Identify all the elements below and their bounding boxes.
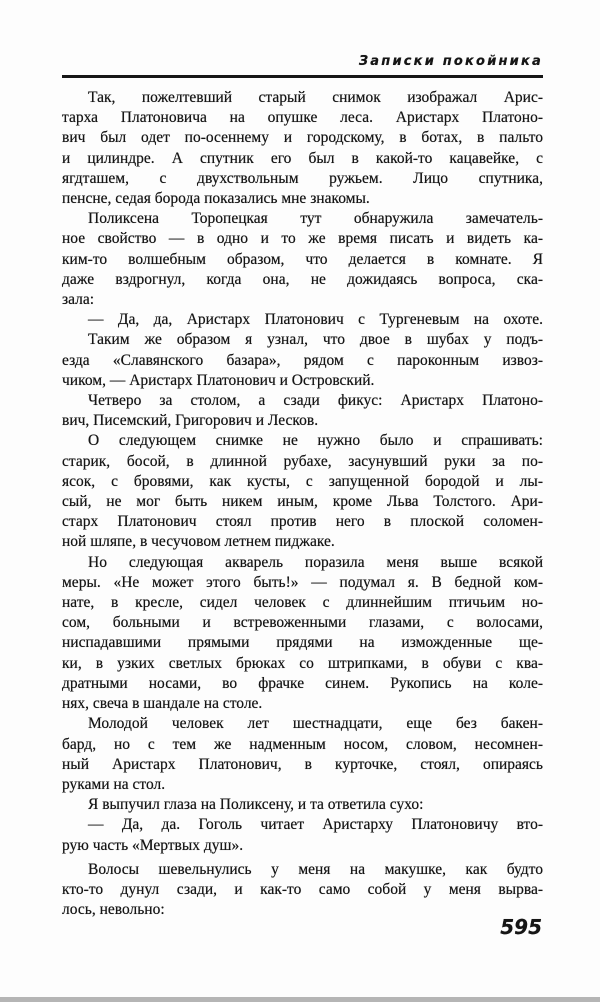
paragraph [62,209,543,310]
paragraph [62,431,543,552]
text-line: О следующем снимке не нужно было и спрашивать: [88,432,543,450]
text-line: старик, босой, в длинной рубахе, засунувший руки за по- [62,452,543,470]
header-rule [62,75,543,78]
text-line: — Да, да. Гоголь читает Аристарху Платоновичу вто- [88,816,543,834]
text-line: Так, пожелтевший старый снимок изображал Арис- [88,89,543,106]
text-line: сом, больными и встревоженными глазами, с волосами, [62,614,543,632]
text-line: Поликсена Торопецкая тут обнаружила замечатель- [88,210,543,228]
text-line: зала: [62,291,95,309]
text-line: сый, не мог быть никем иным, кроме Льва Толстого. Ари- [62,493,543,511]
text-line: Но следующая акварель поразила меня выше всякой [88,553,543,571]
page-number: 595 [500,915,542,939]
text-line: езда «Славянского базара», рядом с пароконным извоз- [62,351,543,369]
text-line: ной шляпе, в чесучовом летнем пиджаке. [62,533,335,551]
text-line: лось, невольно: [62,901,165,919]
text-line: Я выпучил глаза на Поликсену, и та ответила сухо: [88,796,424,814]
text-line: рую часть «Мертвых душ». [62,836,244,854]
paragraph [62,310,543,330]
text-line: бард, но с тем же надменным носом, словом, несомнен- [62,735,543,753]
text-line: руками на стол. [62,775,166,793]
running-head: Записки покойника [358,54,543,69]
text-line: кто-то дунул сзади, и как-то само собой у меня вырва- [62,880,543,898]
text-line: меры. «Не может этого быть!» — подумал я. В бедной ком- [62,573,543,591]
text-line: нате, в кресле, сидел человек с длиннейшим птичьим но- [62,594,543,612]
paragraph [62,330,543,391]
paragraph [62,860,543,921]
text-line: и цилиндре. А спутник его был в какой-то кацавейке, с [62,149,543,167]
text-line: ный Аристарх Платонович, в курточке, стоял, опираясь [62,755,543,773]
paragraph [62,714,543,795]
text-line: ниспадавшими прямыми прядями на изможденные ще- [62,634,543,652]
text-line: Волосы шевельнулись у меня на макушке, как будто [88,860,543,878]
text-line: дратными носами, во фрачке синем. Рукопись на коле- [62,674,543,692]
text-line: Четверо за столом, а сзади фикус: Аристарх Платоно- [88,392,543,410]
text-line: тарха Платоновича на опушке леса. Аристарх Платоно- [62,109,543,127]
scan-bottom-edge [0,997,600,1002]
text-line: — Да, да, Аристарх Платонович с Тургеневым на охоте. [88,311,543,329]
text-line: ягдташем, с двухствольным ружьем. Лицо спутника, [62,169,543,187]
paragraph [62,815,543,855]
text-line: Молодой человек лет шестнадцати, еще без бакен- [88,715,543,733]
paragraph [62,795,543,815]
text-line: вич, Писемский, Григорович и Лесков. [62,412,319,430]
text-line: ясок, с бровями, как кусты, с запущенной бородой и лы- [62,472,543,490]
paragraph [62,553,543,715]
text-line: пенсне, седая борода показались мне знакомы. [62,190,370,208]
text-line: чиком, — Аристарх Платонович и Островский. [62,371,375,389]
text-line: старх Платонович стоял против него в плоской соломен- [62,513,543,531]
text-line: нях, свеча в шандале на столе. [62,695,263,713]
text-line: даже вздрогнул, когда она, не дожидаясь вопроса, ска- [62,270,543,288]
text-line: ное свойство — в одно и то же время писать и видеть ка- [62,230,543,248]
page-text-block [62,88,543,920]
text-line: Таким же образом я узнал, что двое в шубах у подъ- [88,331,543,349]
text-line: ким-то волшебным образом, что делается в комнате. Я [62,250,543,268]
paragraph [62,391,543,431]
text-line: вич был одет по-осеннему и городскому, в ботах, в пальто [62,129,543,147]
paragraph [62,88,543,209]
text-line: ки, в узких светлых брюках со штрипками, в обуви с ква- [62,654,543,672]
